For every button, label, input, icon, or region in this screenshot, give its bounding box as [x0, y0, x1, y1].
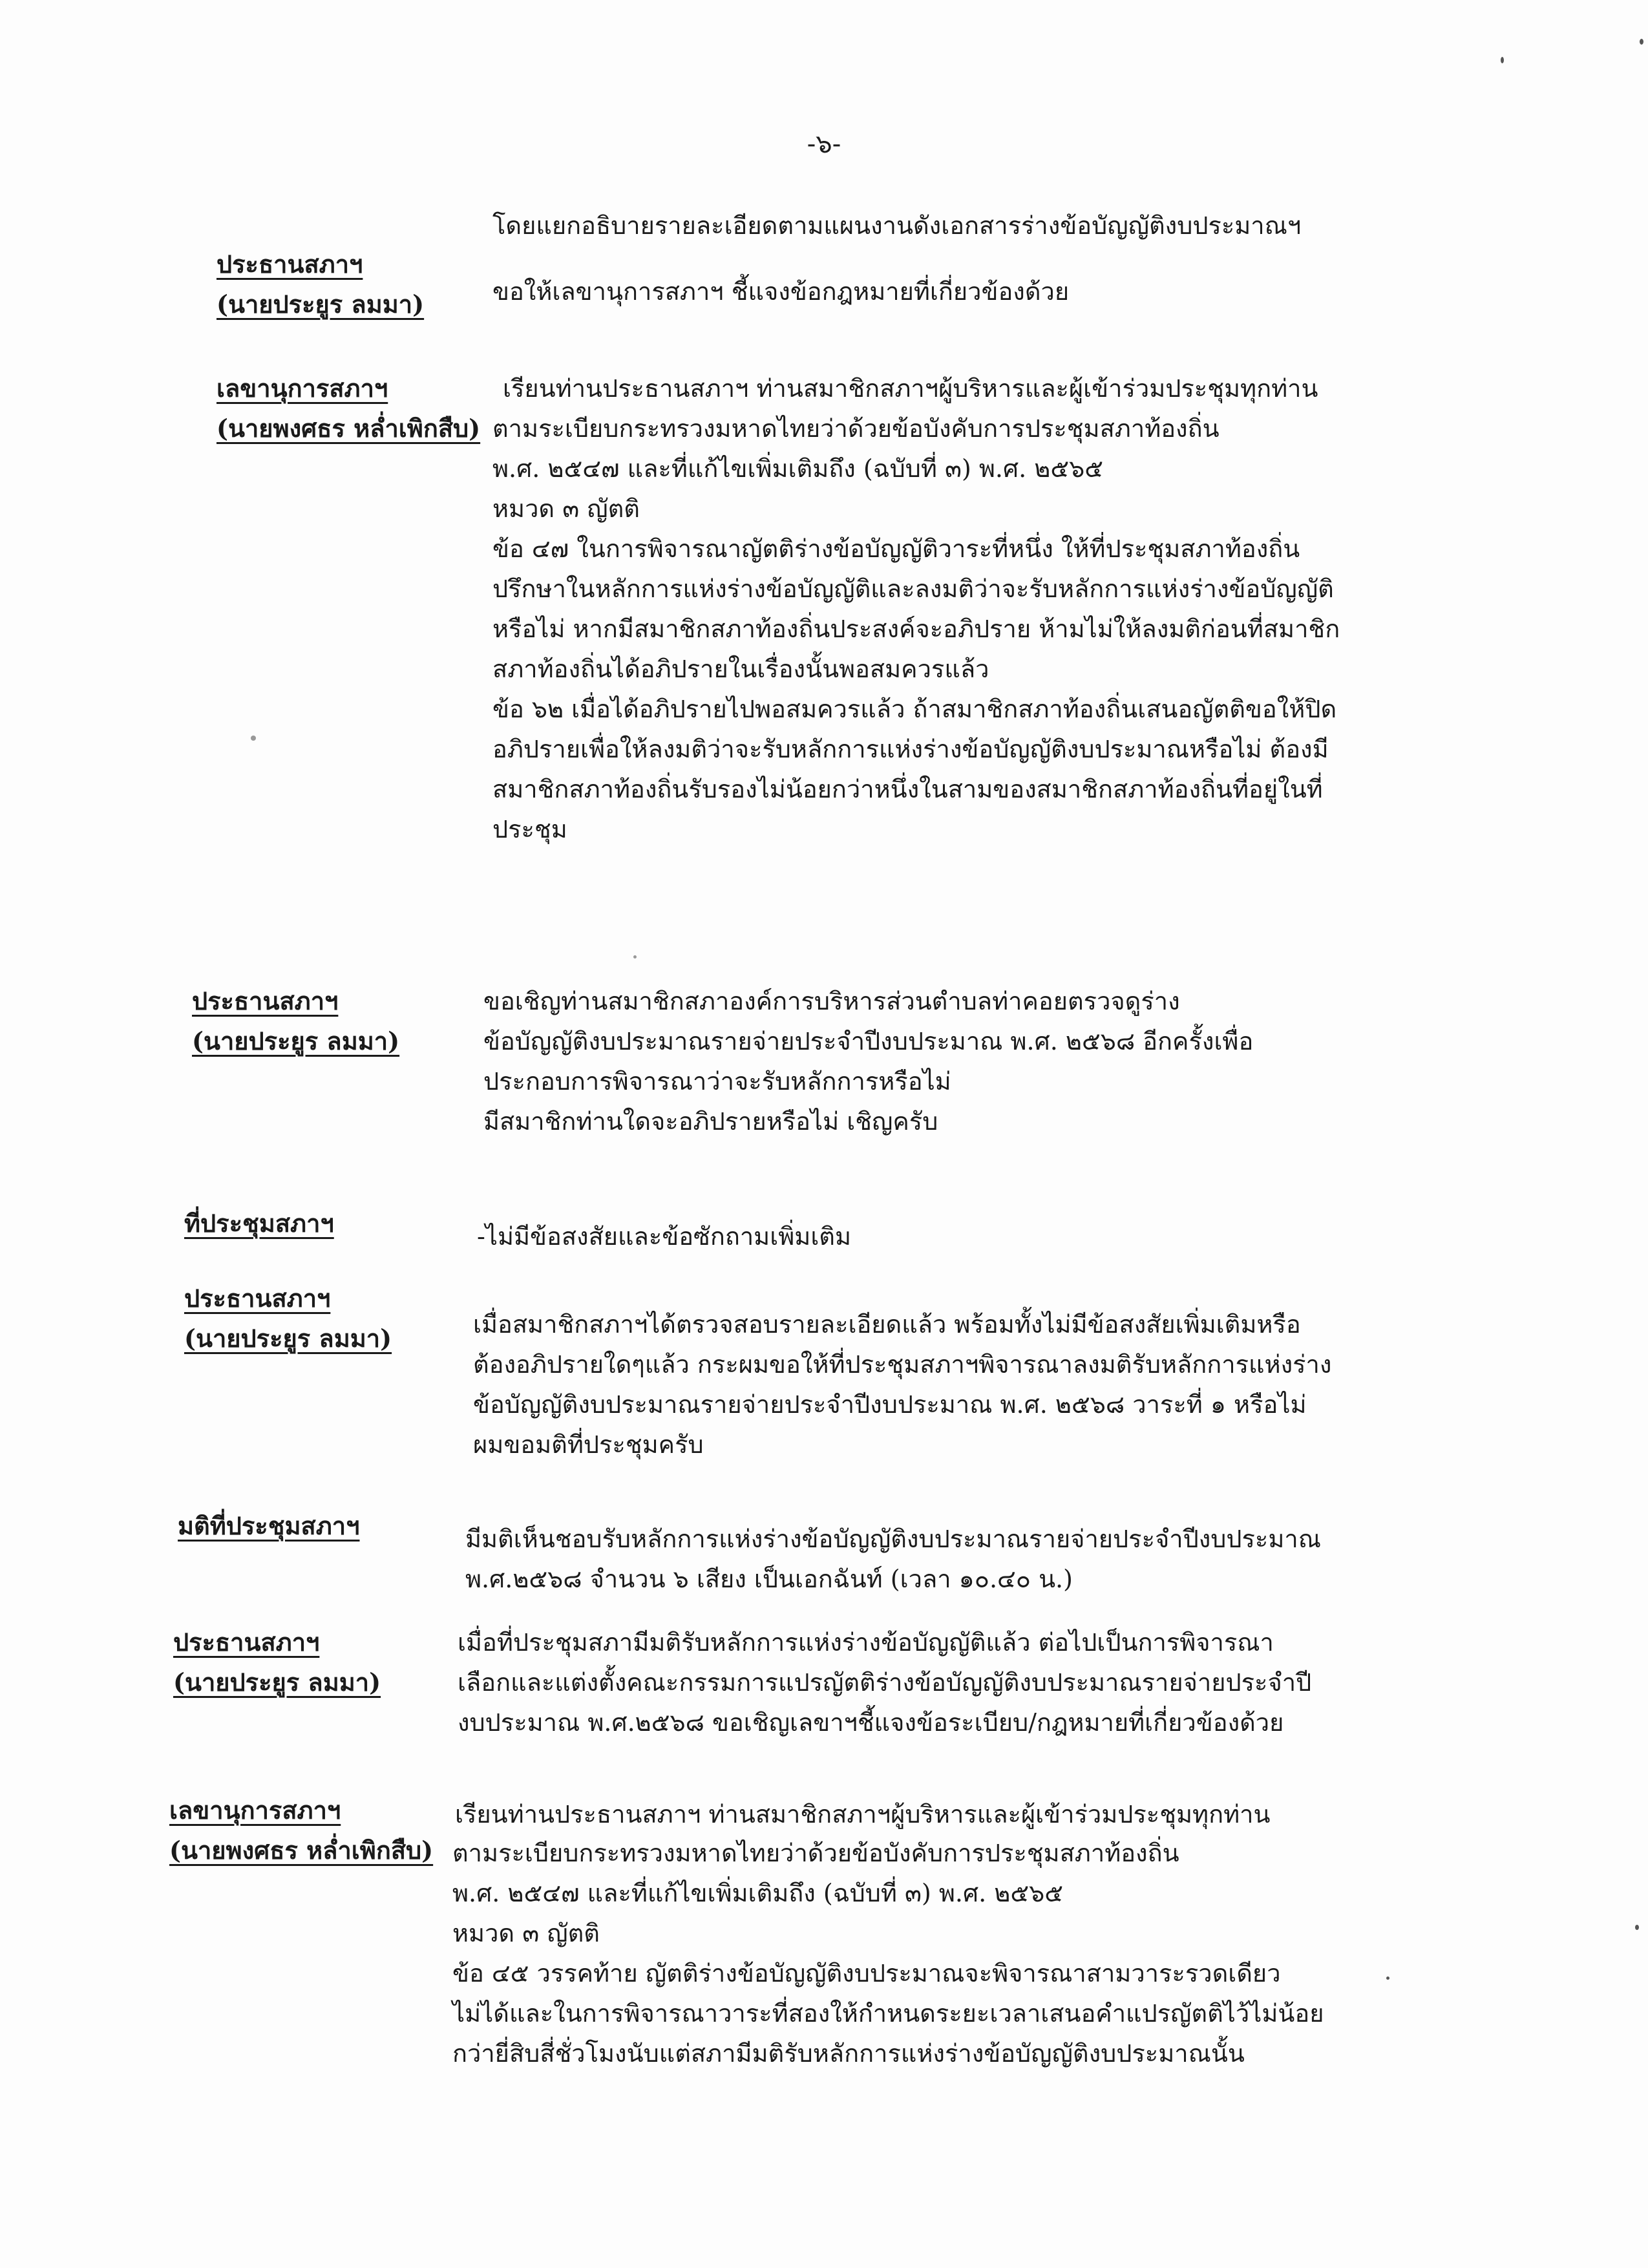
speech-line: ตามระเบียบกระทรวงมหาดไทยว่าด้วยข้อบังคับการประชุมสภาท้องถิ่น: [492, 414, 1220, 443]
speech-line: กว่ายี่สิบสี่ชั่วโมงนับแต่สภามีมติรับหลักการแห่งร่างข้อบัญญัติงบประมาณนั้น: [452, 2039, 1245, 2068]
speech-text: [492, 408, 1220, 449]
speech-line: เมื่อสมาชิกสภาฯได้ตรวจสอบรายละเอียดแล้ว พร้อมทั้งไม่มีข้อสงสัยเพิ่มเติมหรือ: [473, 1310, 1301, 1339]
speech-text: [455, 1794, 1270, 1834]
speech-line: มีสมาชิกท่านใดจะอภิปรายหรือไม่ เชิญครับ: [483, 1107, 938, 1136]
speaker-title: ประธานสภาฯ: [184, 1284, 331, 1313]
scan-speck: [1386, 1977, 1389, 1980]
speech-line: พ.ศ.๒๕๖๘ จำนวน ๖ เสียง เป็นเอกฉันท์ (เวลา ๑๐.๔๐ น.): [465, 1565, 1073, 1593]
speech-line: หมวด ๓ ญัตติ: [452, 1919, 600, 1947]
speech-line: หรือไม่ หากมีสมาชิกสภาท้องถิ่นประสงค์จะอภิปราย ห้ามไม่ให้ลงมติก่อนที่สมาชิก: [492, 615, 1340, 643]
speech-text: [477, 1216, 851, 1256]
speaker-title: ประธานสภาฯ: [217, 249, 363, 279]
speaker-title: ประธานสภาฯ: [192, 986, 339, 1015]
speech-text: [473, 1304, 1331, 1465]
speaker-title: เลขานุการสภาฯ: [169, 1796, 341, 1825]
speech-text: [483, 981, 1253, 1141]
scan-speck: [1501, 57, 1504, 63]
speech-text: [503, 368, 1318, 408]
speech-line: มีมติเห็นชอบรับหลักการแห่งร่างข้อบัญญัติงบประมาณรายจ่ายประจำปีงบประมาณ: [465, 1525, 1321, 1553]
speech-line: -ไม่มีข้อสงสัยและข้อซักถามเพิ่มเติม: [477, 1222, 852, 1251]
scan-speck: [1640, 39, 1643, 45]
page-number: -๖-: [807, 129, 841, 159]
speech-line: ข้อบัญญัติงบประมาณรายจ่ายประจำปีงบประมาณ พ.ศ. ๒๕๖๘ วาระที่ ๑ หรือไม่: [473, 1390, 1307, 1419]
speech-line: อภิปรายเพื่อให้ลงมติว่าจะรับหลักการแห่งร่างข้อบัญญัติงบประมาณหรือไม่ ต้องมี: [492, 735, 1329, 763]
speaker-block: [173, 1622, 381, 1702]
speech-line: สภาท้องถิ่นได้อภิปรายในเรื่องนั้นพอสมควรแล้ว: [492, 655, 989, 683]
speaker-title: ประธานสภาฯ: [173, 1627, 320, 1657]
speaker-name: (นายประยูร ลมมา): [173, 1668, 381, 1697]
speech-line: ประชุม: [492, 815, 567, 843]
speech-line: ผมขอมติที่ประชุมครับ: [473, 1430, 704, 1459]
speech-line: ข้อบัญญัติงบประมาณรายจ่ายประจำปีงบประมาณ พ.ศ. ๒๕๖๘ อีกครั้งเพื่อ: [483, 1027, 1254, 1055]
speech-line: งบประมาณ พ.ศ.๒๕๖๘ ขอเชิญเลขาฯชี้แจงข้อระเบียบ/กฎหมายที่เกี่ยวข้องด้วย: [458, 1708, 1284, 1737]
speaker-block: [178, 1506, 359, 1546]
speech-text: [465, 1519, 1321, 1599]
speaker-block: [217, 244, 424, 324]
speech-line: หมวด ๓ ญัตติ: [492, 494, 640, 523]
speaker-name: (นายประยูร ลมมา): [217, 290, 425, 319]
speaker-name: (นายประยูร ลมมา): [184, 1324, 392, 1353]
speaker-name: (นายประยูร ลมมา): [192, 1026, 400, 1055]
speech-line: เรียนท่านประธานสภาฯ ท่านสมาชิกสภาฯผู้บริหารและผู้เข้าร่วมประชุมทุกท่าน: [503, 374, 1318, 403]
speech-line: ขอให้เลขานุการสภาฯ ชี้แจงข้อกฎหมายที่เกี่ยวข้องด้วย: [492, 277, 1070, 306]
speech-text: [458, 1622, 1311, 1743]
scan-speck: [633, 955, 637, 959]
speech-line: ปรึกษาในหลักการแห่งร่างข้อบัญญัติและลงมติว่าจะรับหลักการแห่งร่างข้อบัญญัติ: [492, 575, 1334, 603]
speaker-block: [169, 1790, 433, 1871]
speaker-name: (นายพงศธร หล่ำเพิกสืบ): [169, 1836, 434, 1865]
speech-line: เลือกและแต่งตั้งคณะกรรมการแปรญัตติร่างข้อบัญญัติงบประมาณรายจ่ายประจำปี: [458, 1668, 1312, 1697]
speech-line: ขอเชิญท่านสมาชิกสภาองค์การบริหารส่วนตำบลท่าคอยตรวจดูร่าง: [483, 987, 1180, 1015]
speech-line: ข้อ ๔๗ ในการพิจารณาญัตติร่างข้อบัญญัติวาระที่หนึ่ง ให้ที่ประชุมสภาท้องถิ่น: [492, 535, 1300, 563]
speech-line: พ.ศ. ๒๕๔๗ และที่แก้ไขเพิ่มเติมถึง (ฉบับที่ ๓) พ.ศ. ๒๕๖๕: [452, 1879, 1063, 1907]
speaker-block: [217, 368, 480, 449]
speech-line: เรียนท่านประธานสภาฯ ท่านสมาชิกสภาฯผู้บริหารและผู้เข้าร่วมประชุมทุกท่าน: [455, 1800, 1271, 1828]
speech-line: สมาชิกสภาท้องถิ่นรับรองไม่น้อยกว่าหนึ่งในสามของสมาชิกสภาท้องถิ่นที่อยู่ในที่: [492, 775, 1323, 803]
scan-speck: [1635, 1925, 1639, 1930]
speech-line: พ.ศ. ๒๕๔๗ และที่แก้ไขเพิ่มเติมถึง (ฉบับที่ ๓) พ.ศ. ๒๕๖๕: [492, 454, 1103, 483]
speech-line: ข้อ ๔๕ วรรคท้าย ญัตติร่างข้อบัญญัติงบประมาณจะพิจารณาสามวาระรวดเดียว: [452, 1959, 1281, 1987]
speaker-block: [184, 1278, 392, 1359]
speaker-title: มติที่ประชุมสภาฯ: [178, 1511, 360, 1540]
speaker-name: (นายพงศธร หล่ำเพิกสืบ): [217, 414, 481, 443]
speaker-title: ที่ประชุมสภาฯ: [184, 1209, 334, 1238]
speech-line: ต้องอภิปรายใดๆแล้ว กระผมขอให้ที่ประชุมสภาฯพิจารณาลงมติรับหลักการแห่งร่าง: [473, 1350, 1332, 1379]
intro-line: โดยแยกอธิบายรายละเอียดตามแผนงานดังเอกสารร่างข้อบัญญัติงบประมาณฯ: [492, 211, 1302, 240]
speech-line: ประกอบการพิจารณาว่าจะรับหลักการหรือไม่: [483, 1067, 951, 1096]
speech-line: เมื่อที่ประชุมสภามีมติรับหลักการแห่งร่างข้อบัญญัติแล้ว ต่อไปเป็นการพิจารณา: [458, 1628, 1274, 1657]
speech-line: ไม่ได้และในการพิจารณาวาระที่สองให้กำหนดระยะเวลาเสนอคำแปรญัตติไว้ไม่น้อย: [452, 1999, 1324, 2028]
speaker-block: [192, 981, 399, 1061]
speech-text: [452, 1833, 1324, 2073]
speech-text: [492, 271, 1069, 312]
speech-line: ตามระเบียบกระทรวงมหาดไทยว่าด้วยข้อบังคับการประชุมสภาท้องถิ่น: [452, 1839, 1179, 1867]
speech-line: ข้อ ๖๒ เมื่อได้อภิปรายไปพอสมควรแล้ว ถ้าสมาชิกสภาท้องถิ่นเสนอญัตติขอให้ปิด: [492, 695, 1337, 723]
speech-text: [492, 449, 1340, 849]
scan-speck: [251, 736, 256, 741]
speaker-block: [184, 1203, 334, 1244]
speaker-title: เลขานุการสภาฯ: [217, 374, 388, 403]
